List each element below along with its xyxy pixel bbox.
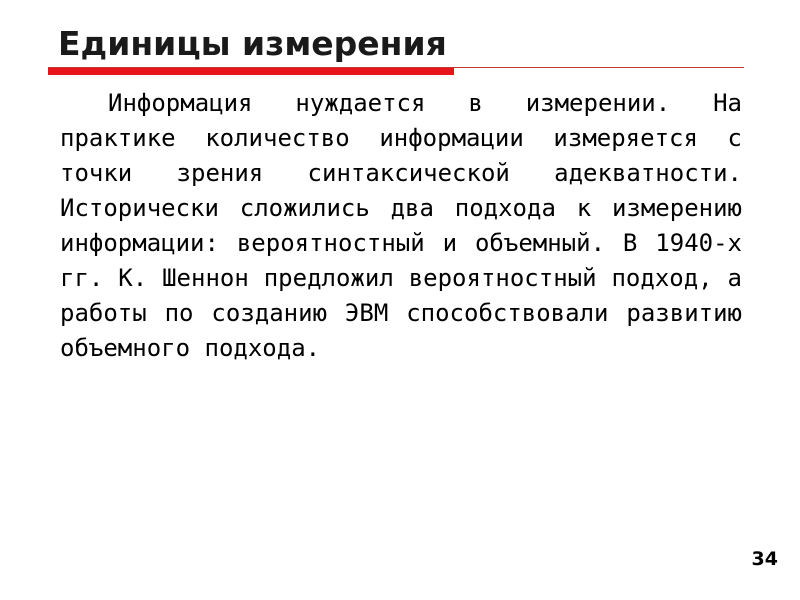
slide-title: Единицы измерения [58,24,447,63]
body-paragraph: Информация нуждается в измерении. На практике количество информации измеряется с точки зрения синтаксической адекватности. Исторически сложились два подхода к измерению информации: вероятностный и объемный. В 1940-х гг. К. Шеннон предложил вероятностный подход, а работы по созданию ЭВМ способствовали развитию объемного подхода. [60,89,742,362]
title-underline-accent [48,68,454,75]
page-number: 34 [751,548,778,570]
